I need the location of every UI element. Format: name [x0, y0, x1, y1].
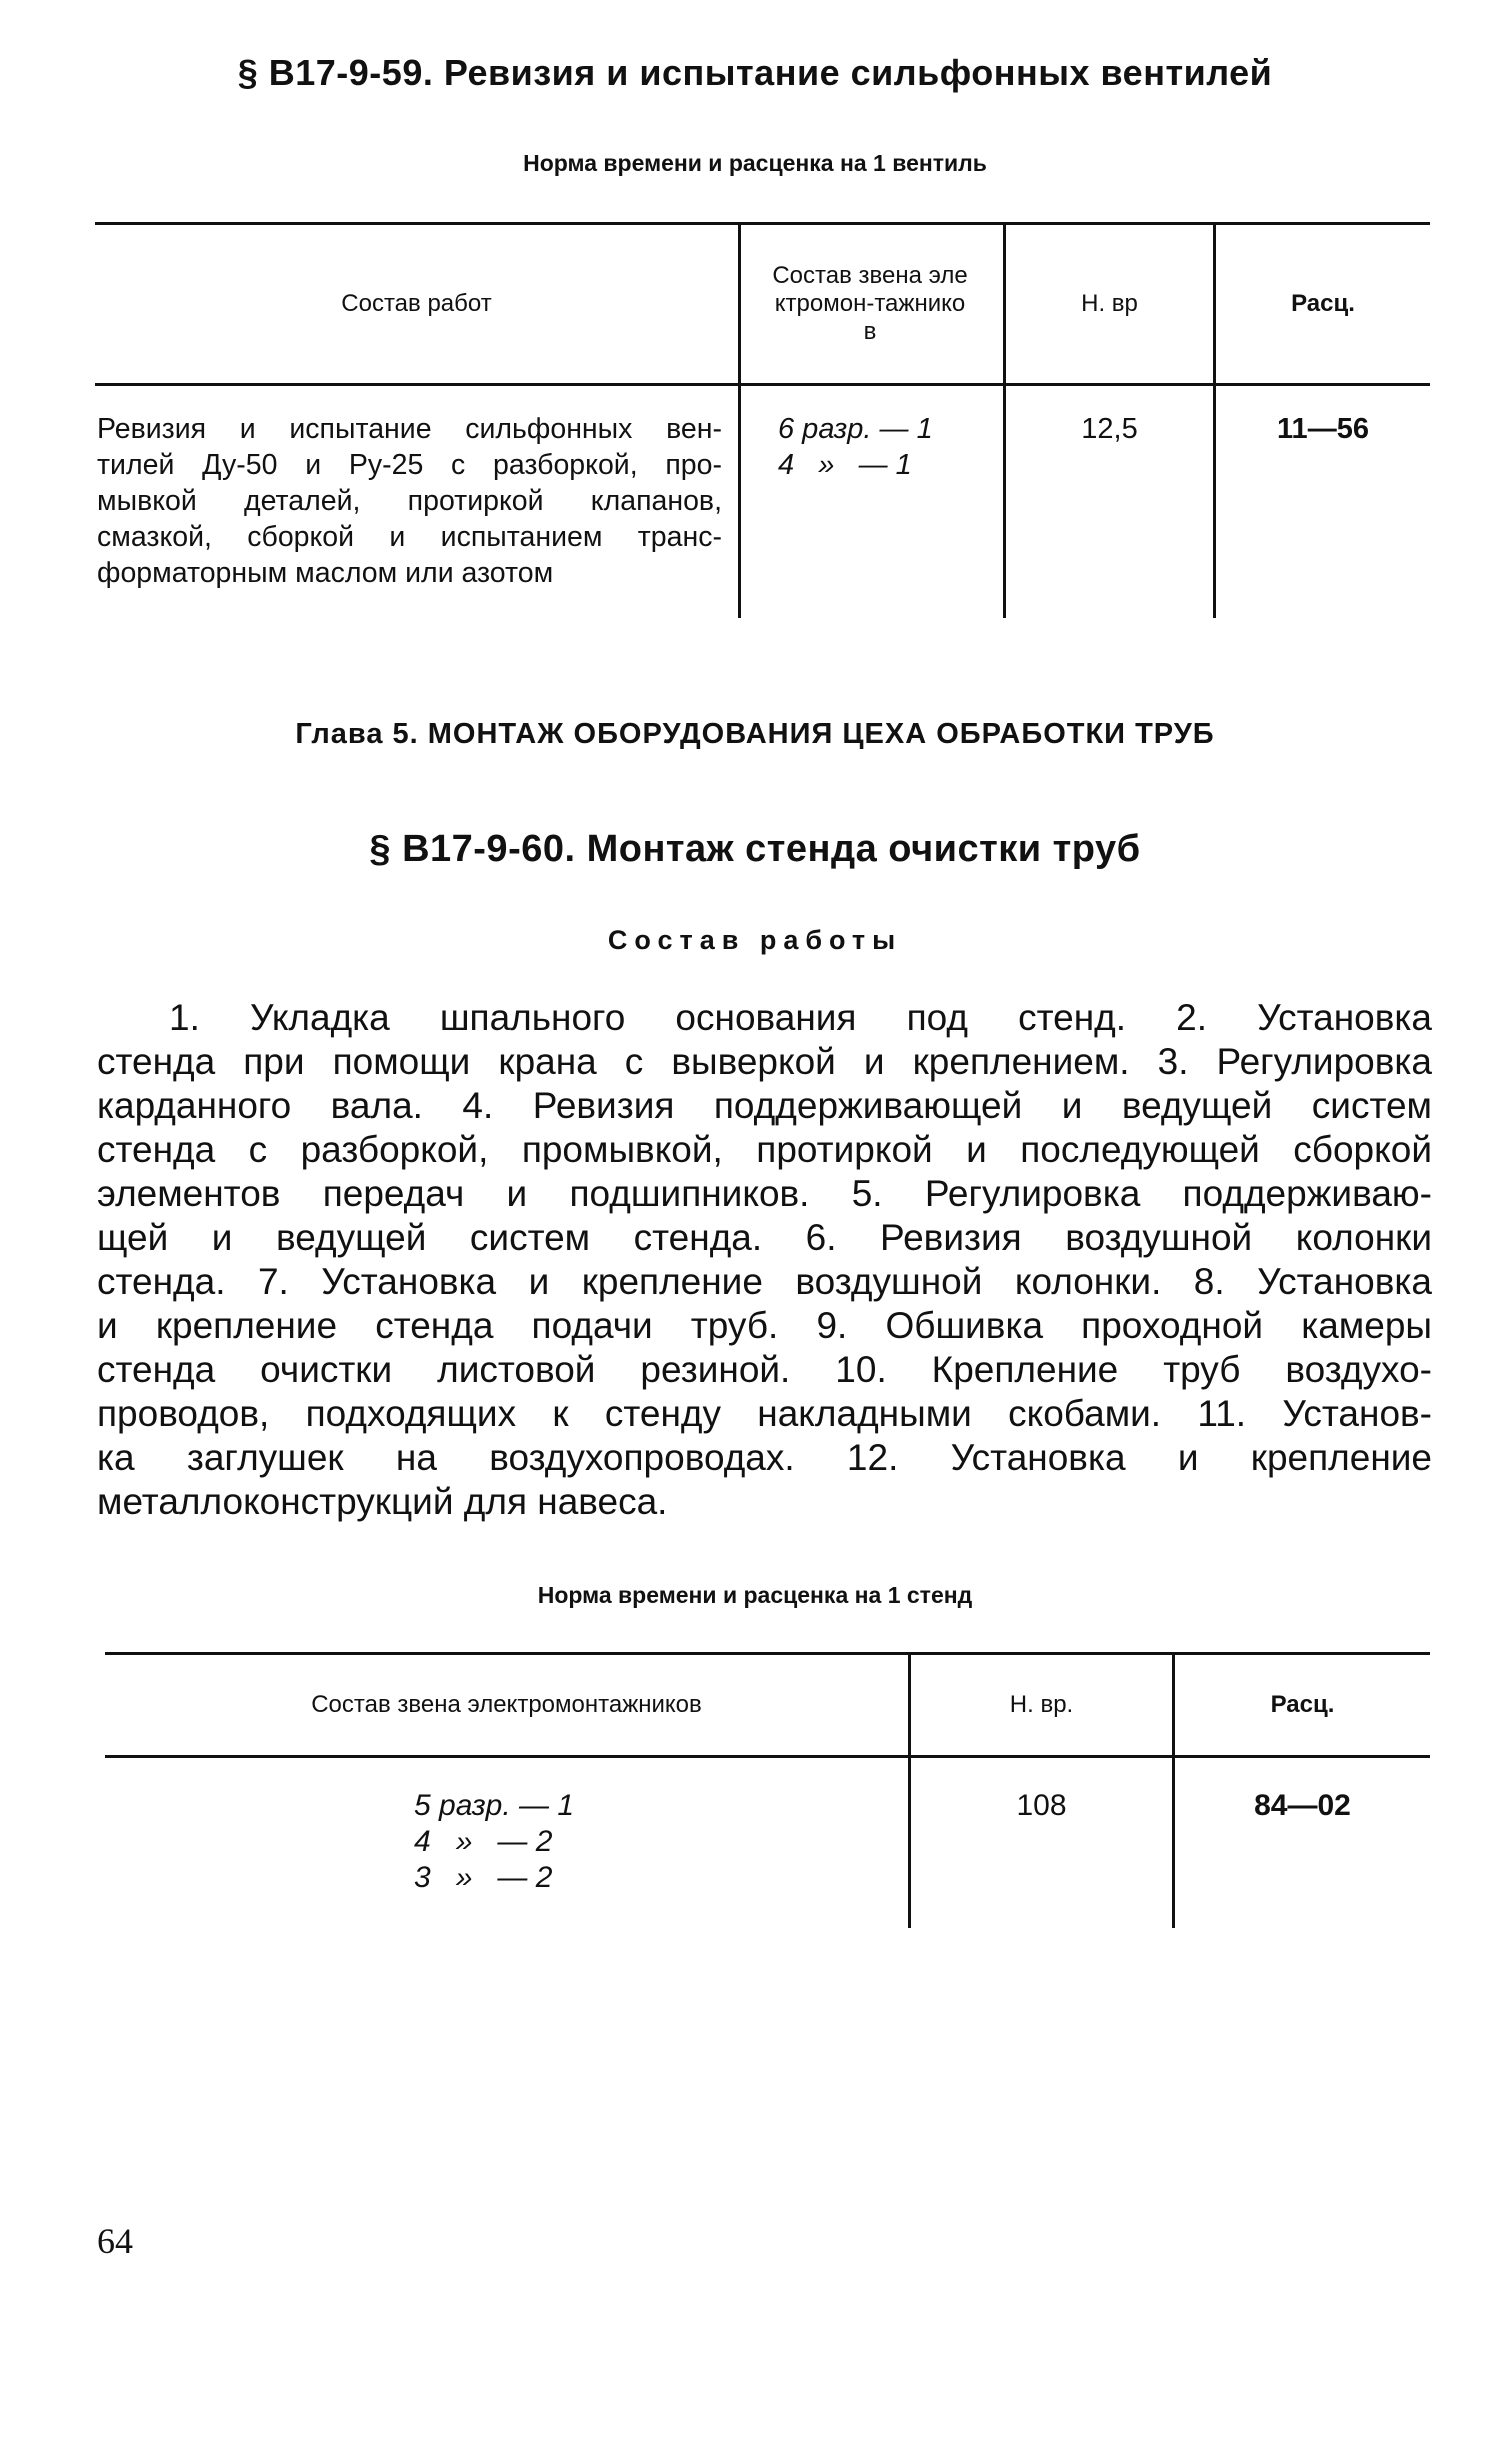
text-line: металлоконструкций для навеса. [97, 1481, 668, 1522]
header-crew-text: Состав звена электромон-тажников [772, 262, 968, 345]
crew-line: 4 » — 1 [778, 449, 912, 481]
section-title: § В17-9-59. Ревизия и испытание сильфонных вентилей [237, 52, 1273, 93]
work-line: тилей Ду-50 и Ру-25 с разборкой, про- [97, 449, 722, 481]
row-rate: 84—02 [1254, 1789, 1351, 1822]
header-work: Состав работ [341, 290, 492, 317]
page-number: 64 [97, 2221, 133, 2261]
column-divider [738, 223, 741, 618]
header-norm: Н. вр. [1009, 1691, 1074, 1718]
work-line: мывкой деталей, протиркой клапанов, [97, 485, 722, 517]
chapter-heading: Глава 5. МОНТАЖ ОБОРУДОВАНИЯ ЦЕХА ОБРАБОТКИ ТРУБ [295, 718, 1215, 750]
text-line: элементов передач и подшипников. 5. Регулировка поддерживаю- [97, 1173, 1432, 1214]
table-caption: Норма времени и расценка на 1 стенд [537, 1582, 973, 1608]
work-line: Ревизия и испытание сильфонных вен- [97, 413, 722, 445]
row-norm: 12,5 [1081, 413, 1138, 445]
work-composition-text [97, 996, 1432, 1524]
text-line: проводов, подходящих к стенду накладными скобами. 11. Установ- [97, 1393, 1432, 1434]
header-crew: Состав звена электромонтажников [311, 1691, 702, 1718]
work-line: смазкой, сборкой и испытанием транс- [97, 521, 722, 553]
crew-line: 4 » — 2 [414, 1825, 553, 1858]
section-title: § В17-9-60. Монтаж стенда очистки труб [369, 828, 1141, 870]
work-composition-heading: Состав работы [607, 925, 903, 955]
header-bottom-rule [95, 383, 1430, 386]
row-crew [778, 411, 933, 483]
header-norm: Н. вр [1081, 290, 1138, 317]
row-norm: 108 [1016, 1789, 1067, 1822]
header-rate: Расц. [1291, 290, 1355, 317]
crew-line: 6 разр. — 1 [778, 413, 933, 445]
text-line: карданного вала. 4. Ревизия поддерживающей и ведущей систем [97, 1085, 1432, 1126]
header-crew [770, 225, 970, 383]
crew-line: 3 » — 2 [414, 1861, 553, 1894]
text-line: ка заглушек на воздухопроводах. 12. Установка и крепление [97, 1437, 1432, 1478]
text-line: стенда очистки листовой резиной. 10. Крепление труб воздухо- [97, 1349, 1432, 1390]
row-crew [414, 1788, 574, 1896]
text-line: стенда с разборкой, промывкой, протиркой и последующей сборкой [97, 1129, 1432, 1170]
text-line: 1. Укладка шпального основания под стенд. 2. Установка [169, 997, 1432, 1038]
header-bottom-rule [105, 1755, 1430, 1758]
header-rate: Расц. [1270, 1691, 1335, 1718]
text-line: стенда. 7. Установка и крепление воздушной колонки. 8. Установка [97, 1261, 1432, 1302]
text-line: щей и ведущей систем стенда. 6. Ревизия воздушной колонки [97, 1217, 1432, 1258]
text-line: стенда при помощи крана с выверкой и креплением. 3. Регулировка [97, 1041, 1432, 1082]
row-work-description [97, 411, 722, 591]
table-caption: Норма времени и расценка на 1 вентиль [523, 150, 987, 176]
work-line: форматорным маслом или азотом [97, 557, 554, 589]
crew-line: 5 разр. — 1 [414, 1789, 575, 1822]
row-rate: 11—56 [1277, 413, 1369, 445]
text-line: и крепление стенда подачи труб. 9. Обшивка проходной камеры [97, 1305, 1432, 1346]
